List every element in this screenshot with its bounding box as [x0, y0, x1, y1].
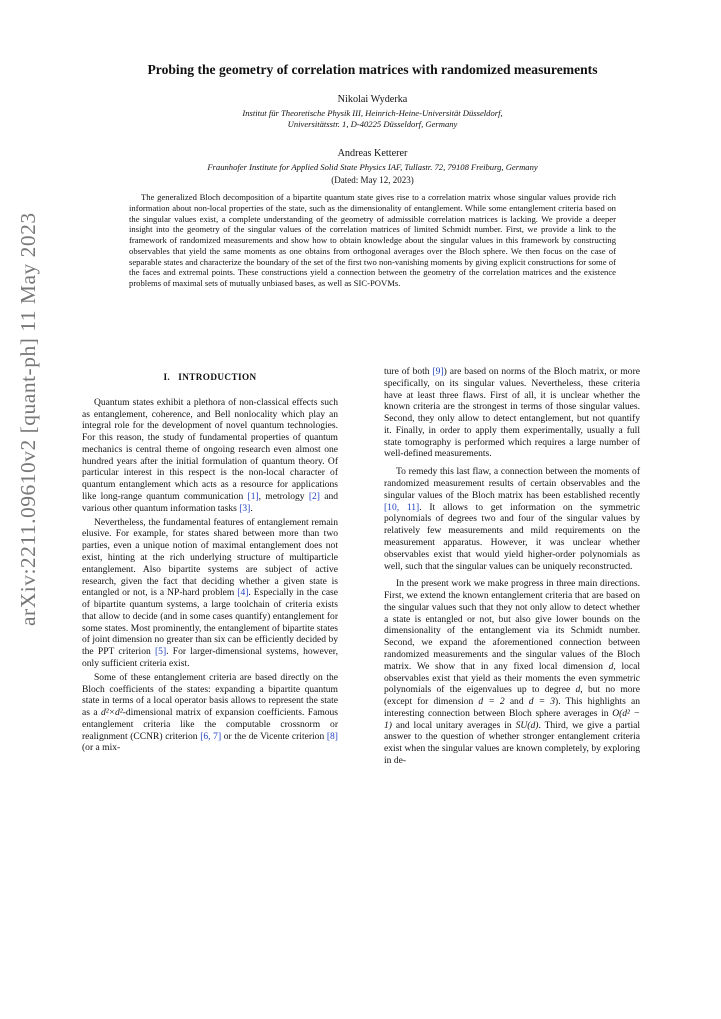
arxiv-side-identifier: arXiv:2211.09610v2 [quant-ph] 11 May 2023	[16, 212, 40, 626]
citation-link[interactable]: [3]	[239, 502, 251, 514]
author-affiliation	[110, 108, 635, 130]
citation-link[interactable]: [2]	[308, 491, 320, 503]
paragraph: In the present work we make progress in three main directions. First, we extend the known entanglement criteria that are based on the singular values such that they not only allow to detect whether a state is entangled or not, but also give lower bounds on the dimensionality of the entanglement via its Schmidt number. Second, we expand the aforementioned connection between randomized measurements and the singular values of the Bloch matrix. We show that in any fixed local dimension d, local observables exist that yield as their moments the even symmetric polynomials of the eigenvalues up to degree d, but no more (except for dimension d = 2 and d = 3). This highlights an interesting connection between Bloch sphere averages in O(d² − 1) and local unitary averages in SU(d). Third, we give a partial answer to the question of whether stronger entanglement criteria exist when the singular values are known completely, by exploring in de-	[384, 578, 641, 766]
section-heading	[82, 372, 338, 384]
affiliation-line: Institut für Theoretische Physik III, Heinrich-Heine-Universität Düsseldorf,	[242, 108, 503, 118]
math-inline: O(d² − 1)	[384, 707, 641, 731]
affiliation-line: Universitätsstr. 1, D-40225 Düsseldorf, Germany	[287, 119, 458, 129]
citation-link[interactable]: [6, 7]	[200, 730, 222, 742]
math-inline: d = 2	[478, 696, 505, 708]
paper-title: Probing the geometry of correlation matrices with randomized measurements	[147, 62, 598, 77]
citation-link[interactable]: [1]	[247, 491, 259, 503]
math-inline: d = 3	[528, 696, 556, 708]
author-name: Nikolai Wyderka	[337, 94, 408, 105]
paragraph: Some of these entanglement criteria are based directly on the Bloch coefficients of the states: expanding a bipartite quantum state in terms of a local operator basis allows to represent the state as a d²×d²-dimensional matrix of expansion coefficients. Famous entanglement criteria like the computable crossnorm or realignment (CCNR) criterion [6, 7] or the de Vicente criterion [8] (or a mix-	[82, 671, 339, 754]
citation-link[interactable]: [8]	[326, 730, 338, 742]
citation-link[interactable]: [9]	[432, 366, 444, 377]
paragraph: Quantum states exhibit a plethora of non-classical effects such as entanglement, coherence, and Bell nonlocality which play an integral role for the development of novel quantum technologies. For this reason, the study of fundamental properties of quantum mechanics is central theme of ongoing research even almost one hundred years after the initial formulation of quantum theory. Of particular interest in this respect is the non-local character of quantum entanglement which acts as a resource for applications like long-range quantum communication [1], metrology [2] and various other quantum information tasks [3].	[82, 396, 338, 514]
author-name: Andreas Ketterer	[337, 148, 408, 159]
right-column	[384, 366, 640, 767]
paragraph: To remedy this last flaw, a connection between the moments of randomized measurement results of certain observables and the singular values of the Bloch matrix has been established recently [10, 11]. It allows to get information on the symmetric polynomials of degrees two and four of the singular values by relatively few measurements and mild requirements on the measurement apparatus. However, it was unclear whether observables exist that would yield higher-order polynomials as well, such that the singular values can be uniquely reconstructed.	[384, 466, 640, 572]
author-affiliation	[110, 162, 635, 173]
math-inline: d	[608, 660, 614, 672]
math-inline: SU(d)	[515, 719, 539, 731]
citation-link[interactable]: [4]	[237, 587, 249, 599]
paragraph: Nevertheless, the fundamental features of entanglement remain elusive. For example, for states shared between more than two parties, even a unique notion of maximal entanglement does not exist, hinting at the rich underlying structure of multiparticle entanglement. Also bipartite systems are subject of active research, given the fact that deciding whether a given state is entangled or not, is a NP-hard problem [4]. Especially in the case of bipartite quantum systems, a large toolchain of criteria exists that allow to decide (and in some cases quantify) entanglement for some states. Most prominently, the entanglement of bipartite states of joint dimension no greater than six can be efficiently decided by the PPT criterion [5]. For larger-dimensional systems, however, only sufficient criteria exist.	[82, 516, 339, 669]
affiliation-line: Fraunhofer Institute for Applied Solid State Physics IAF, Tullastr. 72, 79108 Freiburg, Germany	[207, 162, 538, 172]
math-inline: d	[575, 684, 581, 696]
paragraph: ture of both [9]) are based on norms of the Bloch matrix, or more specifically, on its singular values. Nevertheless, these criteria have at least three flaws. First of all, it is unclear whether the known criteria are the strongest in terms of those singular values. Second, they only allow to detect entanglement, but not quantify it. Finally, in order to apply them experimentally, usually a full state tomography is performed which requires a large number of well-defined measurements.	[384, 366, 640, 460]
section-title: INTRODUCTION	[178, 372, 257, 382]
citation-link[interactable]: [10, 11]	[384, 501, 420, 513]
math-inline: d²×d²	[100, 707, 123, 719]
section-number: I.	[163, 372, 171, 382]
date-line: (Dated: May 12, 2023)	[331, 175, 414, 185]
abstract: The generalized Bloch decomposition of a bipartite quantum state gives rise to a correlation matrix whose singular values provide rich information about non-local properties of the state, such as the dimensionality of entanglement. While some entanglement criteria based on the singular values exist, a complete understanding of the geometry of admissible correlation matrices is lacking. We provide a deeper insight into the geometry of the singular values of the correlation matrices of limited Schmidt number. First, we provide a link to the framework of randomized measurements and show how to obtain knowledge about the singular values in this framework by constructing observables that yield the same moments as one obtains from orthogonal averages over the Bloch sphere. We then focus on the case of separable states and characterize the boundary of the set of the first two non-vanishing moments by giving explicit constructions for some of the faces and extremal points. These constructions yield a connection between the geometry of the correlation matrices and the existence problems of maximal sets of mutually unbiased bases, as well as SIC-POVMs.	[129, 192, 616, 288]
left-column	[82, 366, 338, 754]
citation-link[interactable]: [5]	[155, 646, 167, 658]
